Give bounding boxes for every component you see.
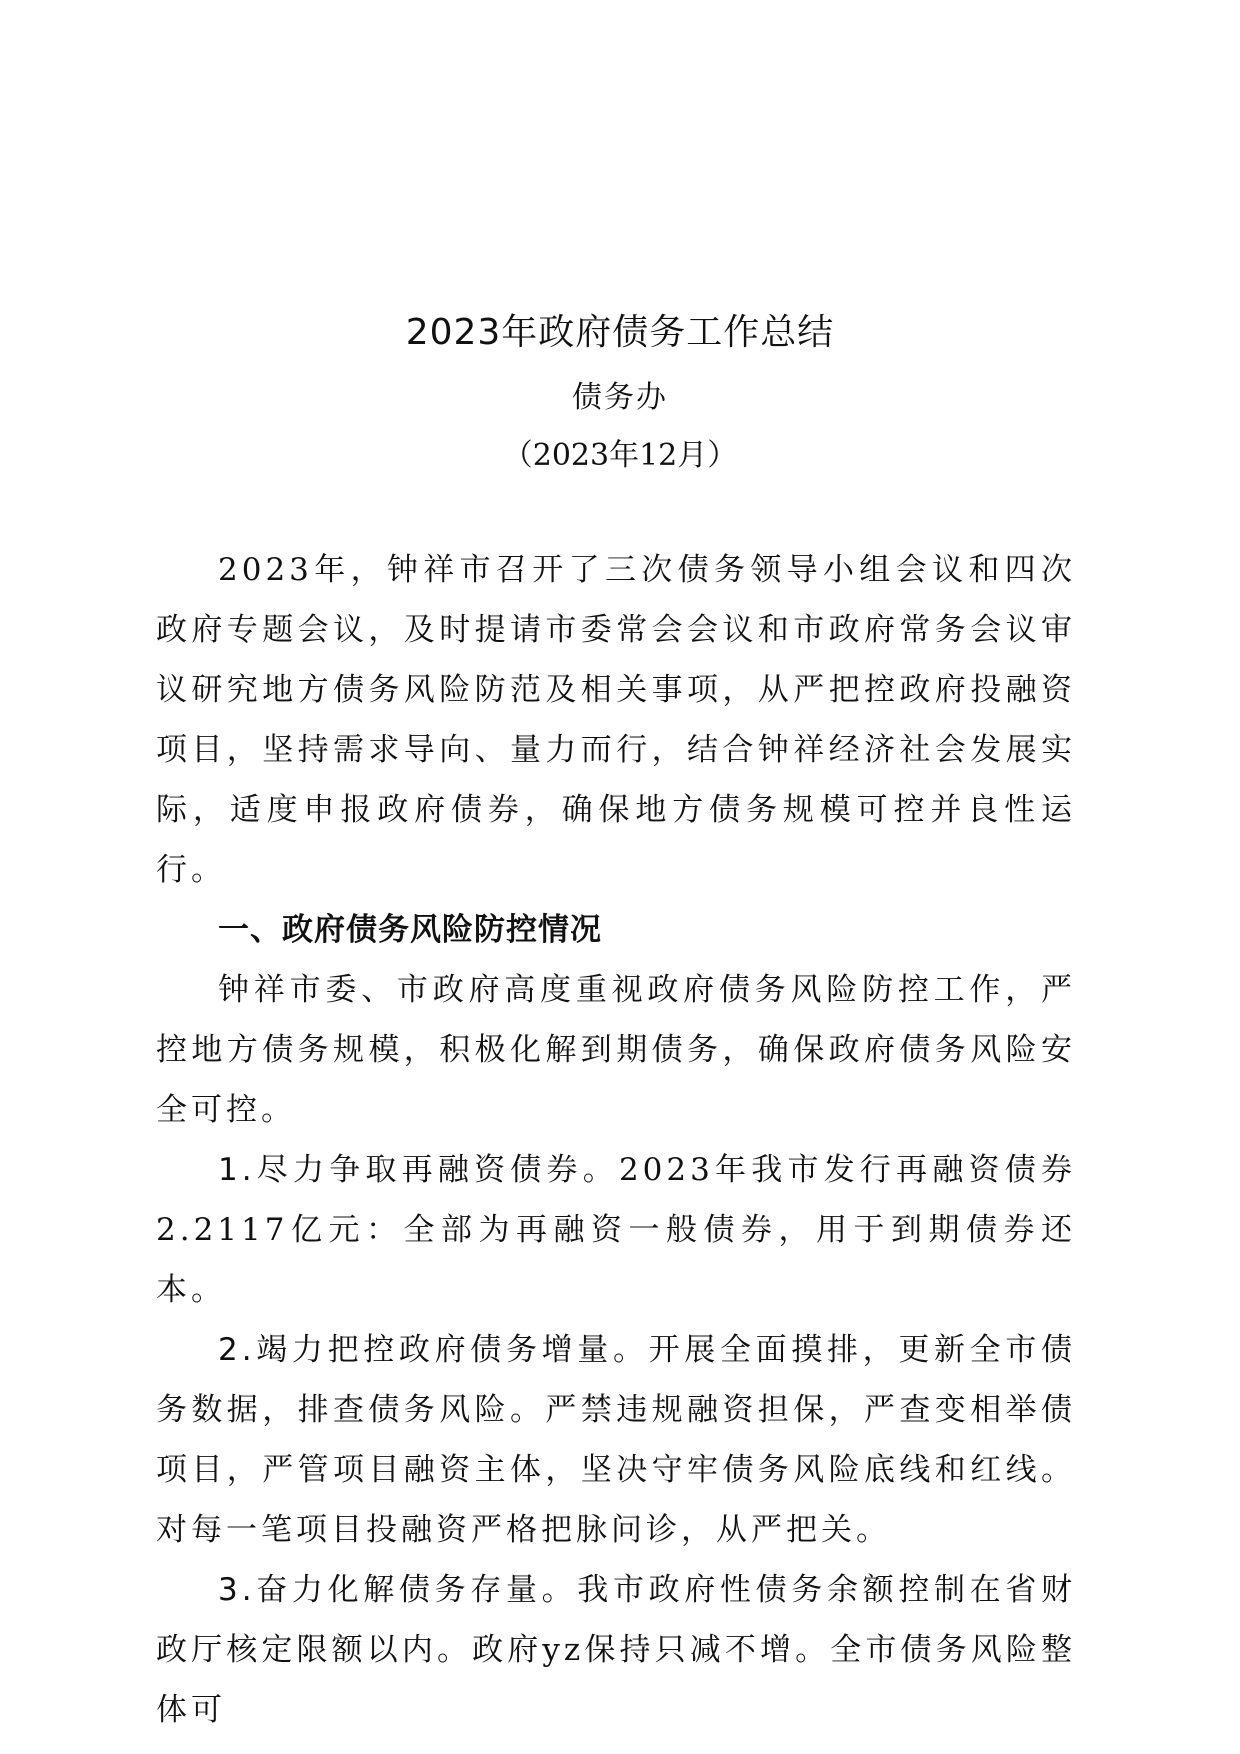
document-body bbox=[156, 540, 1076, 1740]
intro-paragraph: 2023年，钟祥市召开了三次债务领导小组会议和四次政府专题会议，及时提请市委常会会议和市政府常务会议审议研究地方债务风险防范及相关事项，从严把控政府投融资项目，坚持需求导向、量力而行，结合钟祥经济社会发展实际，适度申报政府债券，确保地方债务规模可控并良性运行。 bbox=[156, 552, 1076, 888]
list-item bbox=[156, 1560, 1076, 1740]
document-author: 债务办 bbox=[572, 380, 668, 415]
section-summary-paragraph: 钟祥市委、市政府高度重视政府债务风险防控工作，严控地方债务规模，积极化解到期债务，确保政府债务风险安全可控。 bbox=[156, 972, 1076, 1128]
list-item-lead: 1.尽力争取再融资债券。 bbox=[218, 1152, 619, 1188]
list-item bbox=[156, 1320, 1076, 1560]
list-item-text: 开展全面摸排，更新全市债务数据，排查债务风险。严禁违规融资担保，严查变相举债项目，严管项目融资主体，坚决守牢债务风险底线和红线。对每一笔项目投融资严格把脉问诊，从严把关。 bbox=[156, 1332, 1076, 1548]
list-item-text: 2023年我市发行再融资债券2.2117亿元：全部为再融资一般债券，用于到期债券还本。 bbox=[156, 1152, 1076, 1308]
section-heading: 一、政府债务风险防控情况 bbox=[218, 912, 602, 948]
list-item bbox=[156, 1140, 1076, 1320]
list-item-lead: 3.奋力化解债务存量。 bbox=[218, 1572, 578, 1608]
list-item-text: 我市政府性债务余额控制在省财政厅核定限额以内。政府yz保持只减不增。全市债务风险整体可 bbox=[156, 1572, 1076, 1728]
document-date: （2023年12月） bbox=[502, 438, 738, 473]
list-item-lead: 2.竭力把控政府债务增量。 bbox=[218, 1332, 649, 1368]
document-title: 2023年政府债务工作总结 bbox=[405, 312, 835, 353]
